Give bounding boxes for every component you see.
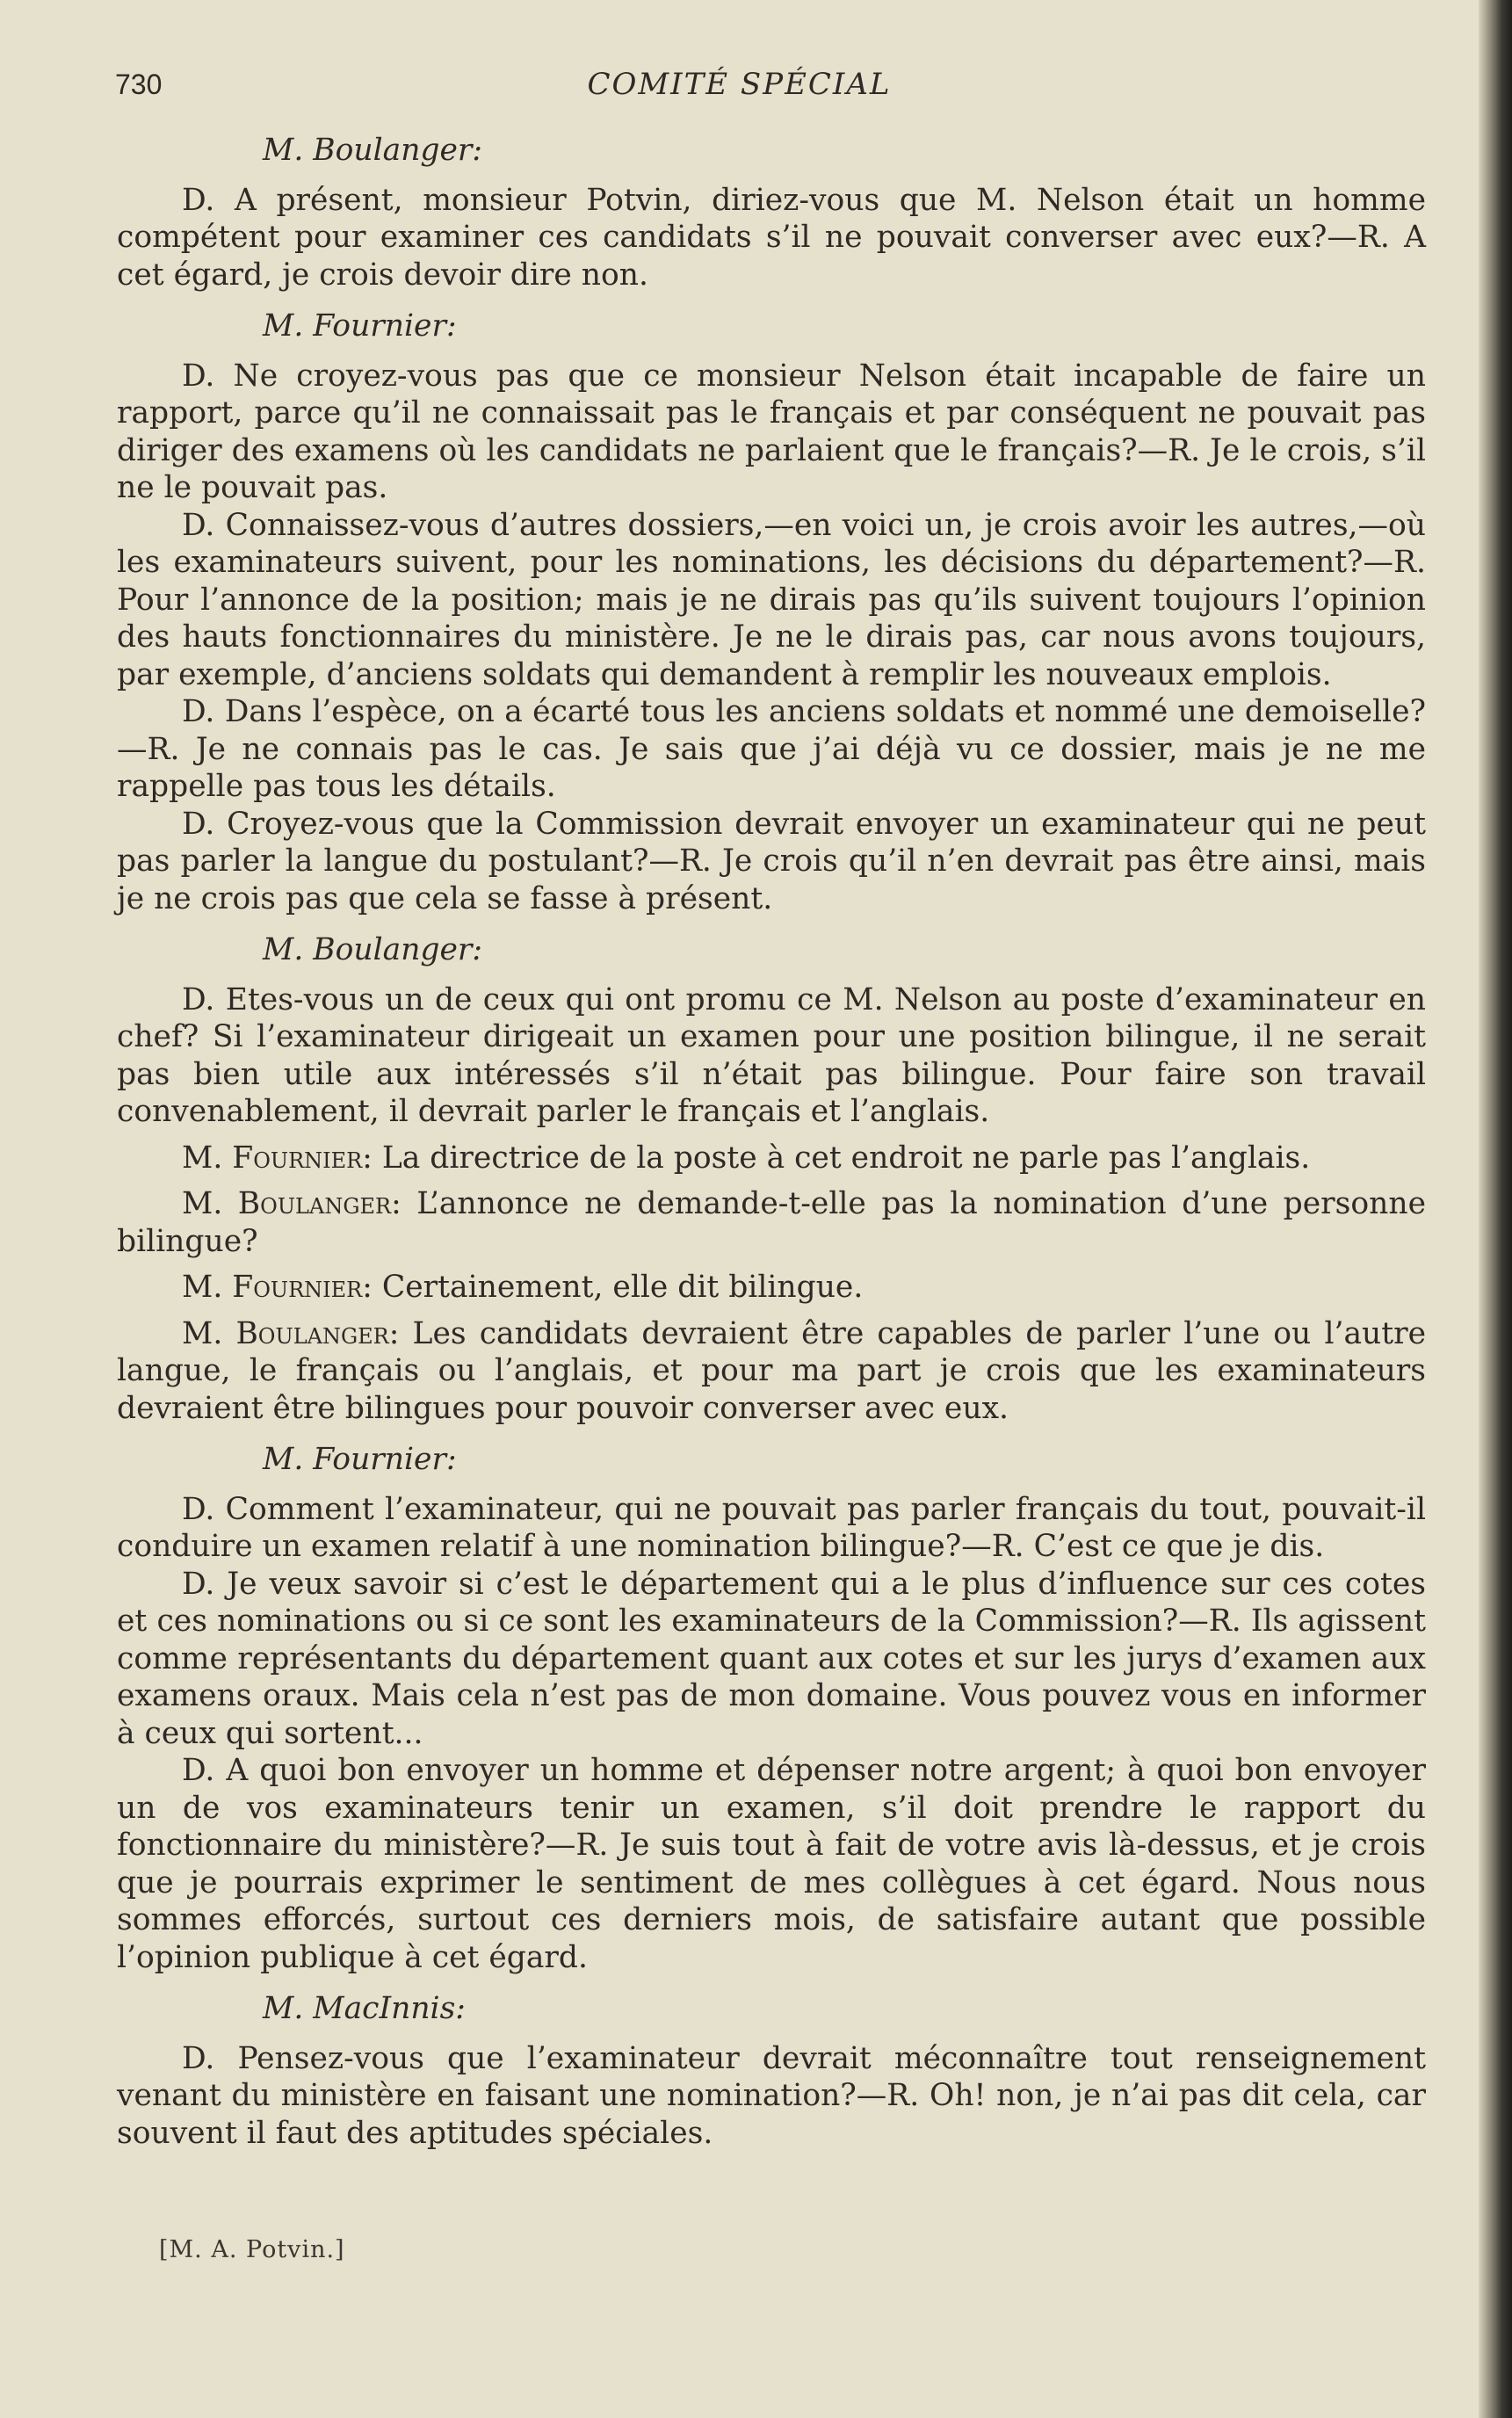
statement-text: La directrice de la poste à cet endroit ne parle pas l’anglais. — [372, 1140, 1311, 1176]
paragraph: D. Etes-vous un de ceux qui ont promu ce M. Nelson au poste d’examinateur en chef? Si l’examinateur dirigeait un examen pour une position bilingue, il ne serait pas bien utile aux intéressés s’il n’était pas bilingue. Pour faire son travail convenablement, il devrait parler le français et l’anglais. — [117, 981, 1426, 1129]
speaker-heading: M. MacInnis: — [263, 1991, 466, 2026]
paragraph: D. A quoi bon envoyer un homme et dépenser notre argent; à quoi bon envoyer un de vos examinateurs tenir un examen, s’il doit prendre le rapport du fonctionnaire du ministère?—R. Je suis tout à fait de votre avis là-dessus, et je crois que je pourrais exprimer le sentiment de mes collègues à cet égard. Nous nous sommes efforcés, surtout ces derniers mois, de satisfaire autant que possible l’opinion publique à cet égard. — [117, 1753, 1426, 1975]
statement-speaker: M. Boulanger: — [182, 1315, 400, 1351]
statement — [117, 1315, 1426, 1428]
statement-text: L’annonce ne demande-t-elle pas la nomination d’une personne bilingue? — [117, 1186, 1426, 1259]
statement-speaker: M. Fournier: — [182, 1270, 373, 1305]
statement-speaker: M. Boulanger: — [182, 1186, 402, 1221]
witness-signature: [M. A. Potvin.] — [159, 2236, 345, 2263]
statement-text: Certainement, elle dit bilingue. — [372, 1270, 864, 1305]
speaker-heading: M. Boulanger: — [263, 133, 483, 168]
statement-speaker: M. Fournier: — [182, 1140, 373, 1176]
paragraph: D. A présent, monsieur Potvin, diriez-vous que M. Nelson était un homme compétent pour examiner ces candidats s’il ne pouvait converser avec eux?—R. A cet égard, je crois devoir dire non. — [117, 182, 1426, 293]
paragraph: D. Connaissez-vous d’autres dossiers,—en voici un, je crois avoir les autres,—où les examinateurs suivent, pour les nominations, les décisions du département?—R. Pour l’annonce de la position; mais je ne dirais pas qu’ils suivent toujours l’opinion des hauts fonctionnaires du ministère. Je ne le dirais pas, car nous avons toujours, par exemple, d’anciens soldats qui demandent à remplir les nouveaux emplois. — [117, 507, 1426, 692]
paragraph: D. Croyez-vous que la Commission devrait envoyer un examinateur qui ne peut pas parler la langue du postulant?—R. Je crois qu’il n’en devrait pas être ainsi, mais je ne crois pas que cela se fasse à présent. — [117, 806, 1426, 916]
paragraph: D. Pensez-vous que l’examinateur devrait méconnaître tout renseignement venant du ministère en faisant une nomination?—R. Oh! non, je n’ai pas dit cela, car souvent il faut des aptitudes spéciales. — [117, 2040, 1426, 2151]
statement-text: Les candidats devraient être capables de parler l’une ou l’autre langue, le français ou l’anglais, et pour ma part je crois que les examinateurs devraient être bilingues pour pouvoir converser avec eux. — [117, 1315, 1427, 1426]
book-spine-shadow — [1479, 0, 1512, 2418]
statement — [117, 1269, 1426, 1307]
paragraph: D. Je veux savoir si c’est le département qui a le plus d’influence sur ces cotes et ces nominations ou si ce sont les examinateurs de la Commission?—R. Ils agissent comme représentants du département quant aux cotes et sur les jurys d’examen aux examens oraux. Mais cela n’est pas de mon domaine. Vous pouvez vous en informer à ceux qui sortent... — [117, 1566, 1426, 1751]
running-title: COMITÉ SPÉCIAL — [587, 67, 892, 102]
statement — [117, 1185, 1426, 1260]
paragraph: D. Ne croyez-vous pas que ce monsieur Nelson était incapable de faire un rapport, parce qu’il ne connaissait pas le français et par conséquent ne pouvait pas diriger des examens où les candidats ne parlaient que le français?—R. Je le crois, s’il ne le pouvait pas. — [117, 358, 1426, 505]
paragraph: D. Comment l’examinateur, qui ne pouvait pas parler français du tout, pouvait-il conduire un examen relatif à une nomination bilingue?—R. C’est ce que je dis. — [117, 1491, 1426, 1564]
page-body — [117, 132, 1426, 2152]
paragraph: D. Dans l’espèce, on a écarté tous les anciens soldats et nommé une demoiselle?—R. Je ne connais pas le cas. Je sais que j’ai déjà vu ce dossier, mais je ne me rappelle pas tous les détails. — [117, 694, 1426, 804]
speaker-heading: M. Boulanger: — [263, 932, 483, 967]
statement — [117, 1140, 1426, 1177]
page-number: 730 — [115, 69, 163, 100]
speaker-heading: M. Fournier: — [263, 1442, 457, 1477]
speaker-heading: M. Fournier: — [263, 308, 457, 344]
